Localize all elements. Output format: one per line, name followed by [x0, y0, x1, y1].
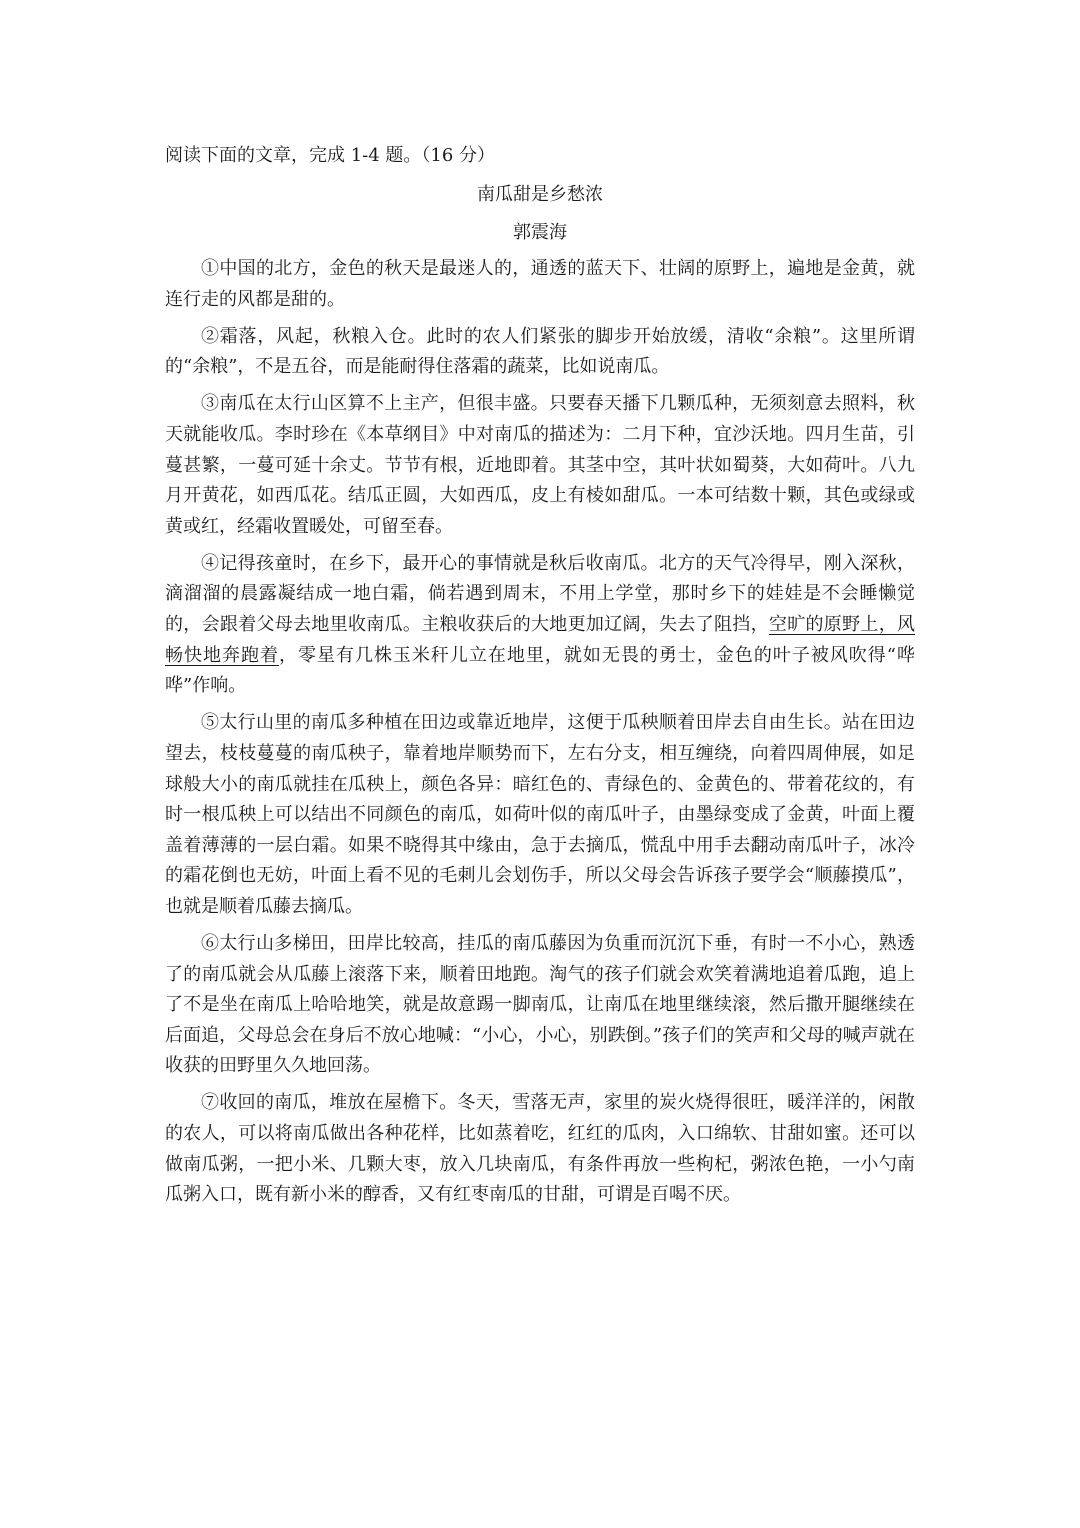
paragraph-text: ⑥太行山多梯田，田岸比较高，挂瓜的南瓜藤因为负重而沉沉下垂，有时一不小心，熟透了的南瓜就会从瓜藤上滚落下来，顺着田地跑。淘气的孩子们就会欢笑着满地追着瓜跑，追上了不是坐在南瓜上哈哈地笑，就是故意踢一脚南瓜，让南瓜在地里继续滚，然后撒开腿继续在后面追，父母总会在身后不放心地喊：“小心，小心，别跌倒。”孩子们的笑声和父母的喊声就在收获的田野里久久地回荡。	[165, 932, 915, 1077]
article-body	[165, 254, 915, 1217]
paragraph-text: ⑦收回的南瓜，堆放在屋檐下。冬天，雪落无声，家里的炭火烧得很旺，暖洋洋的，闲散的农人，可以将南瓜做出各种花样，比如蒸着吃，红红的瓜肉，入口绵软、甘甜如蜜。还可以做南瓜粥，一把小米、几颗大枣，放入几块南瓜，有条件再放一些枸杞，粥浓色艳，一小勺南瓜粥入口，既有新小米的醇香，又有红枣南瓜的甘甜，可谓是百喝不厌。	[165, 1092, 915, 1206]
paragraph-3	[165, 389, 915, 542]
paragraph-text: ①中国的北方，金色的秋天是最迷人的，通透的蓝天下、壮阔的原野上，遍地是金黄，就连行走的风都是甜的。	[165, 258, 915, 310]
underlined-sentence: 空旷的原野上，风畅快地奔跑着	[165, 614, 916, 666]
article-author: 郭震海	[513, 222, 567, 243]
paragraph-text: ②霜落，风起，秋粮入仓。此时的农人们紧张的脚步开始放缓，清收“余粮”。这里所谓的“余粮”，不是五谷，而是能耐得住落霜的蔬菜，比如说南瓜。	[165, 325, 915, 378]
paragraph-text: ④记得孩童时，在乡下，最开心的事情就是秋后收南瓜。北方的天气冷得早，刚入深秋，滴溜溜的晨露凝结成一地白霜，倘若遇到周末，不用上学堂，那时乡下的娃娃是不会睡懒觉的，会跟着父母去地里收南瓜。主粮收获后的大地更加辽阔，失去了阻挡，	[165, 552, 915, 636]
question-intro: 阅读下面的文章，完成 1-4 题。（16 分）	[165, 145, 496, 166]
paragraph-text: ⑤太行山里的南瓜多种植在田边或靠近地岸，这便于瓜秧顺着田岸去自由生长。站在田边望去，枝枝蔓蔓的南瓜秧子，靠着地岸顺势而下，左右分支，相互缠绕，向着四周伸展，如足球般大小的南瓜就挂在瓜秧上，颜色各异：暗红色的、青绿色的、金黄色的、带着花纹的，有时一根瓜秧上可以结出不同颜色的南瓜，如荷叶似的南瓜叶子，由墨绿变成了金黄，叶面上覆盖着薄薄的一层白霜。如果不晓得其中缘由，急于去摘瓜，慌乱中用手去翻动南瓜叶子，冰冷的霜花倒也无妨，叶面上看不见的毛刺儿会划伤手，所以父母会告诉孩子要学会“顺藤摸瓜”，也就是顺着瓜藤去摘瓜。	[165, 712, 915, 917]
paragraph-4	[165, 549, 915, 702]
paragraph-text: ③南瓜在太行山区算不上主产，但很丰盛。只要春天播下几颗瓜种，无须刻意去照料，秋天就能收瓜。李时珍在《本草纲目》中对南瓜的描述为：二月下种，宜沙沃地。四月生苗，引蔓甚繁，一蔓可延十余丈。节节有根，近地即着。其茎中空，其叶状如蜀葵，大如荷叶。八九月开黄花，如西瓜花。结瓜正圆，大如西瓜，皮上有棱如甜瓜。一本可结数十颗，其色或绿或黄或红，经霜收置暖处，可留至春。	[165, 393, 915, 537]
article-title: 南瓜甜是乡愁浓	[477, 184, 603, 205]
paragraph-7	[165, 1088, 915, 1210]
paragraph-5	[165, 708, 915, 922]
paragraph-2	[165, 322, 915, 383]
paragraph-text-continued: ，零星有几株玉米秆儿立在地里，就如无畏的勇士，金色的叶子被风吹得“哗哗”作响。	[165, 644, 915, 697]
paragraph-1	[165, 254, 915, 315]
paragraph-6	[165, 929, 915, 1082]
